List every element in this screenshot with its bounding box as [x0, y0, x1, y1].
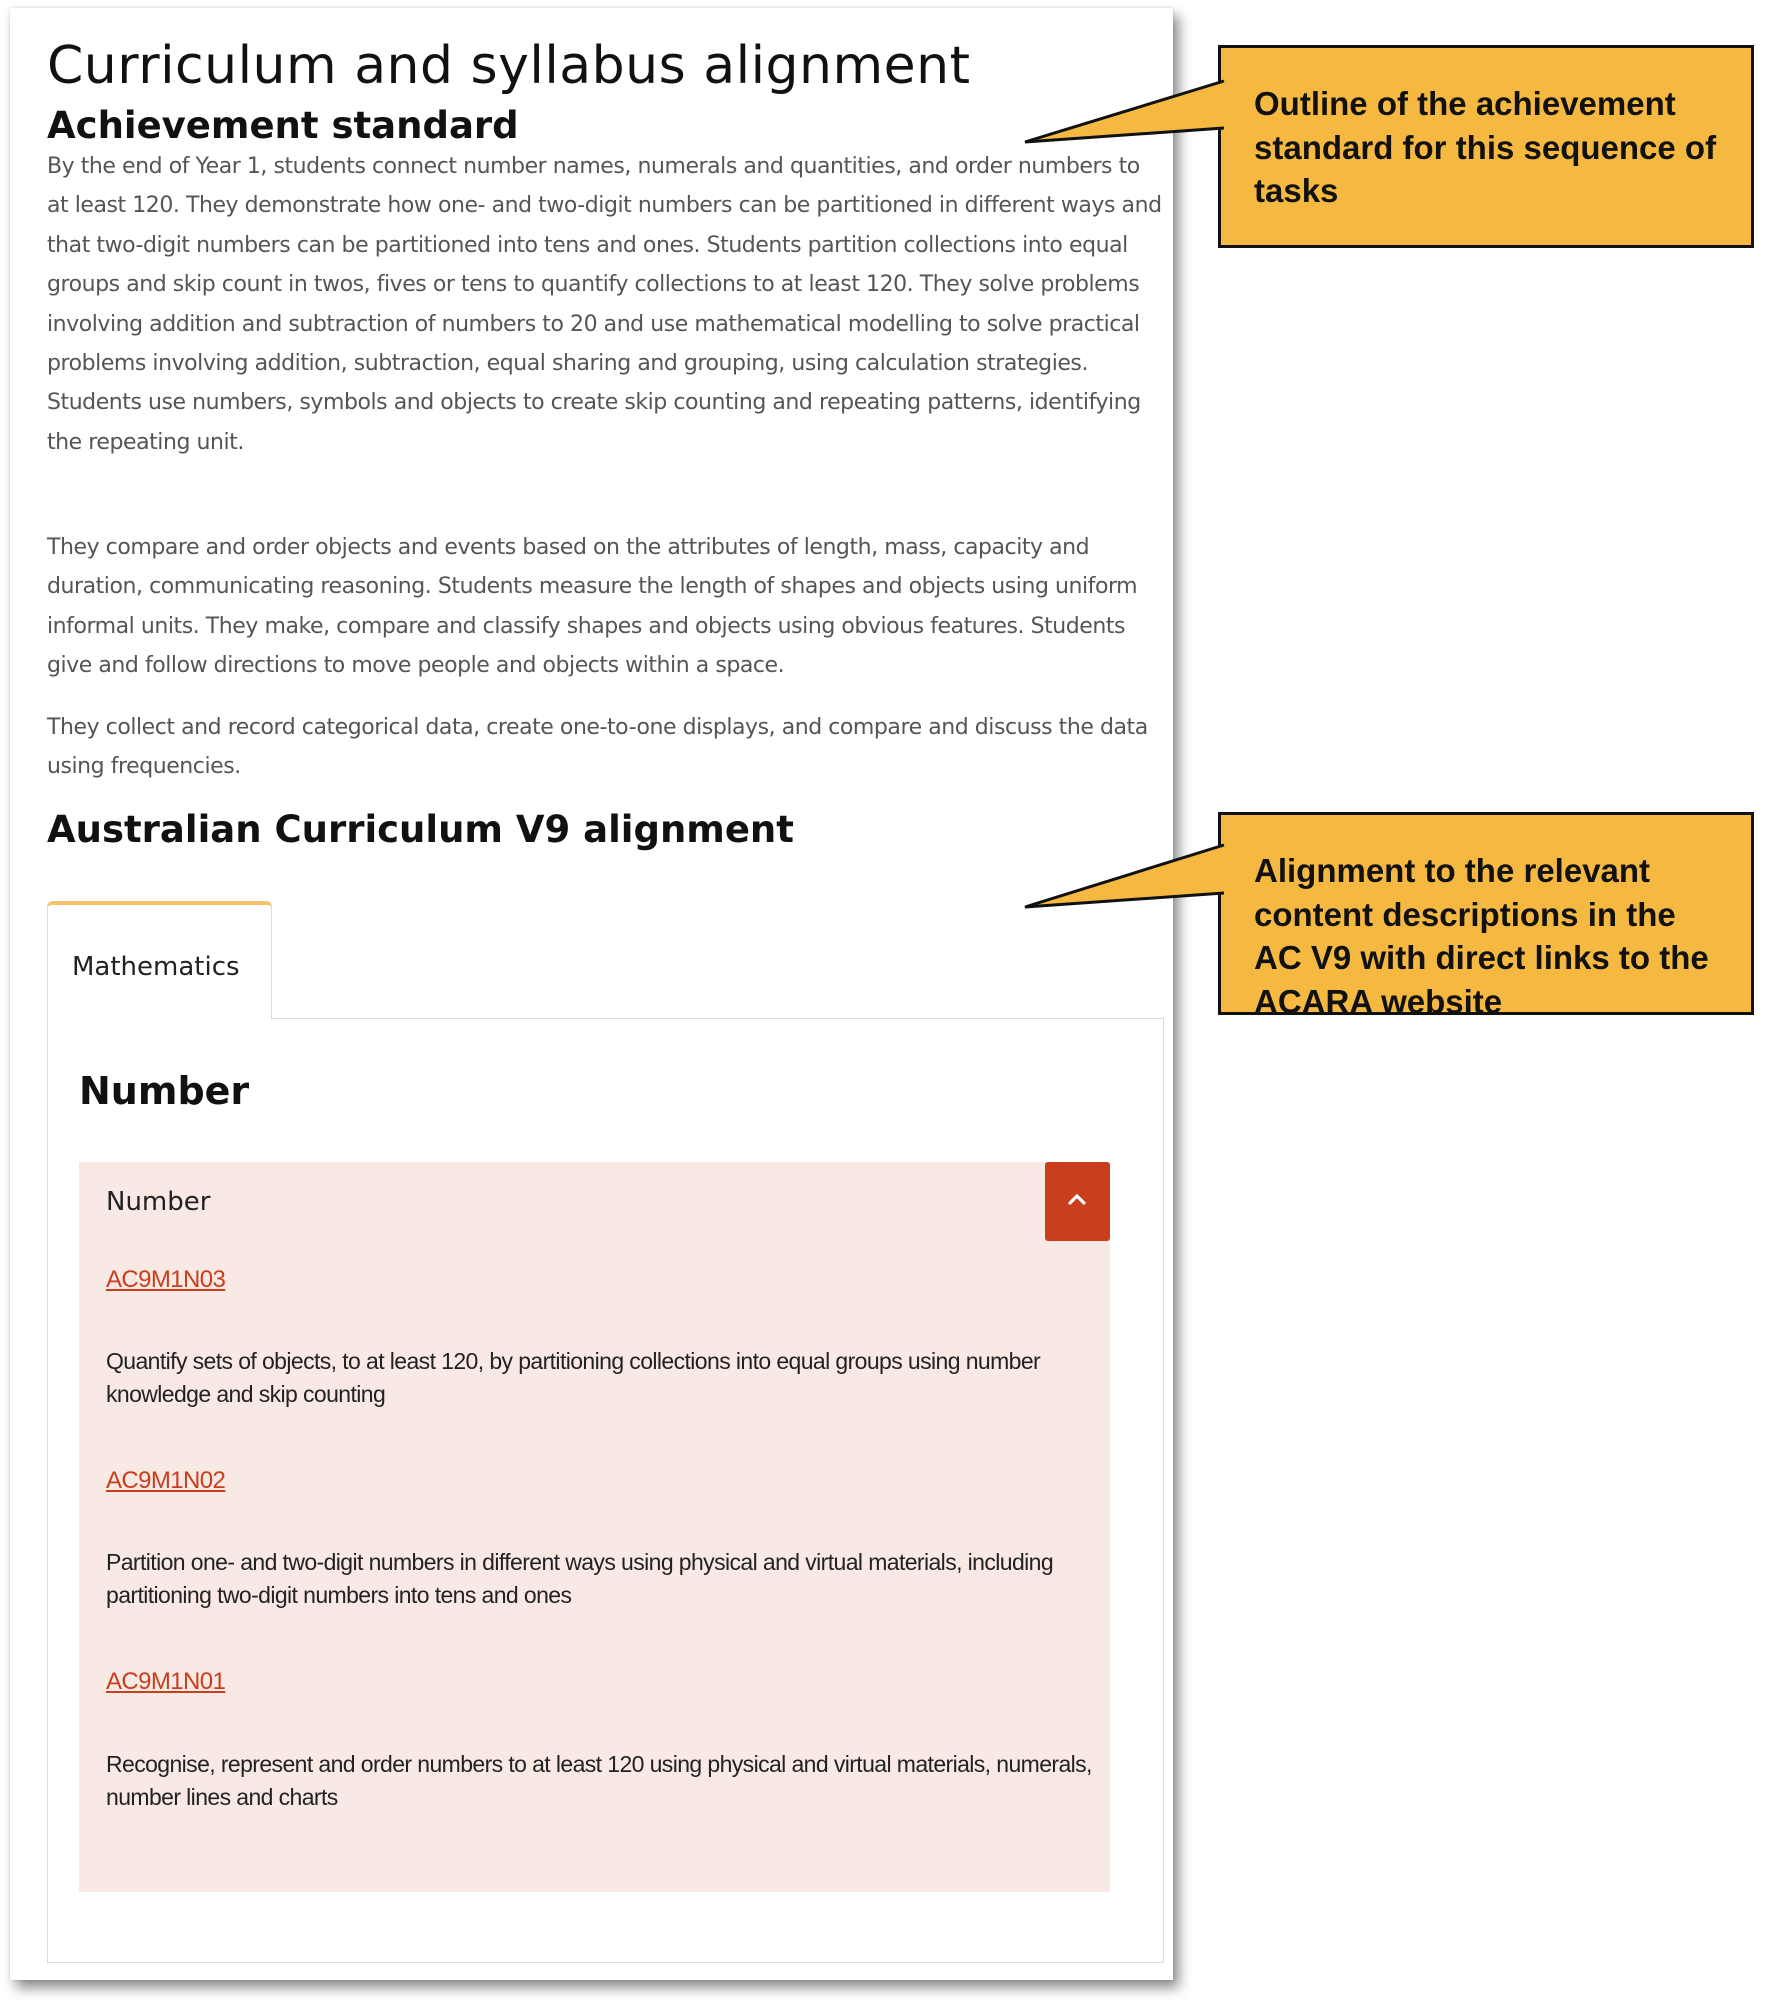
content-code-link[interactable]: AC9M1N03 [106, 1266, 226, 1293]
accordion-title[interactable]: Number [106, 1187, 211, 1217]
content-description: Recognise, represent and order numbers to at least 120 using physical and virtual materials, numerals, number lines and charts [106, 1751, 1092, 1810]
achievement-paragraph-1: By the end of Year 1, students connect number names, numerals and quantities, and order numbers to at least 120. They demonstrate how one- and two-digit numbers can be partitioned in different ways and that two-digit numbers can be partitioned into tens and ones. Students partition collections into equal groups and skip count in twos, fives or tens to quantify collections to at least 120. They solve problems involving addition and subtraction of numbers to 20 and use mathematical modelling to solve practical problems involving addition, subtraction, equal sharing and grouping, using calculation strategies. Students use numbers, symbols and objects to create skip counting and repeating patterns, identifying the repeating unit. [47, 154, 1162, 455]
page-title: Curriculum and syllabus alignment [47, 36, 971, 96]
achievement-paragraph-2: They compare and order objects and events based on the attributes of length, mass, capacity and duration, communicating reasoning. Students measure the length of shapes and objects using uniform informal units. They make, compare and classify shapes and objects using obvious features. Students give and follow directions to move people and objects within a space. [47, 535, 1138, 679]
tab-mathematics-label: Mathematics [72, 952, 240, 982]
content-code-link[interactable]: AC9M1N02 [106, 1467, 226, 1494]
content-code-link[interactable]: AC9M1N01 [106, 1668, 226, 1695]
content-description: Quantify sets of objects, to at least 120, by partitioning collections into equal groups using number knowledge and skip counting [106, 1348, 1041, 1407]
callout-text: Alignment to the relevant content descriptions in the AC V9 with direct links to the ACARA website [1254, 852, 1709, 1020]
strand-heading: Number [79, 1069, 250, 1113]
content-description: Partition one- and two-digit numbers in different ways using physical and virtual materials, including partitioning two-digit numbers into tens and ones [106, 1549, 1054, 1608]
alignment-heading: Australian Curriculum V9 alignment [47, 808, 794, 851]
achievement-standard-heading: Achievement standard [47, 104, 519, 147]
callout-text: Outline of the achievement standard for this sequence of tasks [1254, 85, 1717, 209]
achievement-paragraph-3: They collect and record categorical data, create one-to-one displays, and compare and discuss the data using frequencies. [47, 715, 1148, 780]
